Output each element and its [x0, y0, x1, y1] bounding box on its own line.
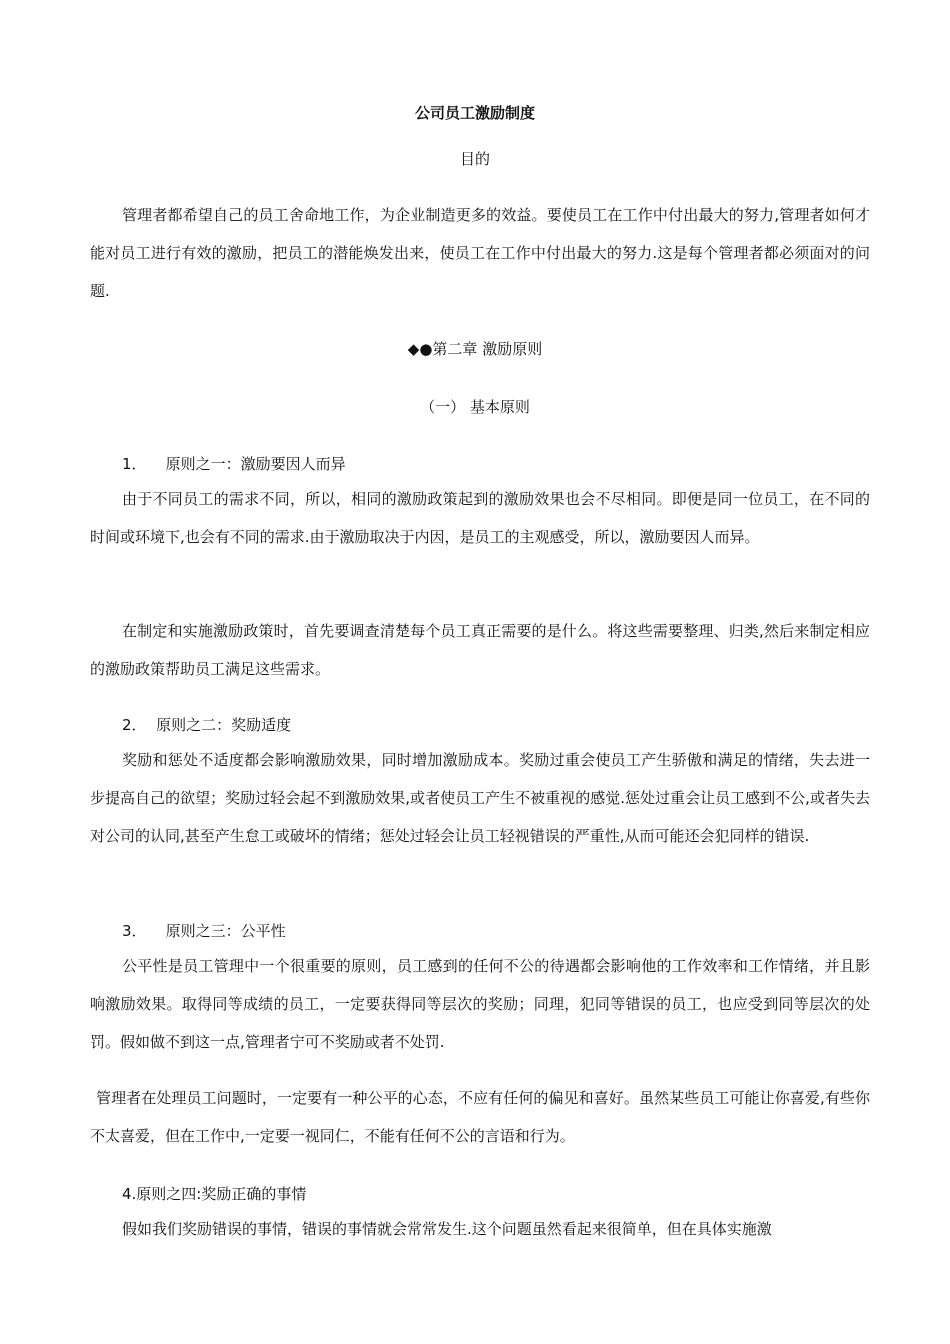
section-heading: （一） 基本原则 — [420, 398, 530, 416]
document-subtitle: 目的 — [459, 150, 490, 168]
principle-2-paragraph-1: 奖励和惩处不适度都会影响激励效果，同时增加激励成本。奖励过重会使员工产生骄傲和满足的情绪，失去进一步提高自己的欲望；奖励过轻会起不到激励效果,或者使员工产生不被重视的感觉.惩处过重会让员工感到不公,或者失去对公司的认同,甚至产生怠工或破坏的情绪；惩处过轻会让员工轻视错误的严重性,从而可能还会犯同样的错误. — [90, 751, 870, 845]
principle-1-paragraph-2: 在制定和实施激励政策时，首先要调查清楚每个员工真正需要的是什么。将这些需要整理、归类,然后来制定相应的激励政策帮助员工满足这些需求。 — [90, 622, 870, 678]
principle-2-heading: 2． 原则之二：奖励适度 — [122, 716, 292, 734]
principle-3-heading: 3． 原则之三：公平性 — [122, 922, 286, 940]
principle-4-heading: 4.原则之四:奖励正确的事情 — [122, 1185, 307, 1203]
principle-1-paragraph-1: 由于不同员工的需求不同，所以，相同的激励政策起到的激励效果也会不尽相同。即便是同一位员工，在不同的时间或环境下,也会有不同的需求.由于激励取决于内因，是员工的主观感受，所以，激励要因人而异。 — [90, 490, 870, 546]
document-title: 公司员工激励制度 — [414, 104, 535, 122]
principle-4-paragraph-1: 假如我们奖励错误的事情，错误的事情就会常常发生.这个问题虽然看起来很简单，但在具体实施激 — [122, 1220, 772, 1238]
chapter-heading: ◆●第二章 激励原则 — [407, 340, 543, 358]
principle-3-paragraph-2: 管理者在处理员工问题时，一定要有一种公平的心态，不应有任何的偏见和喜好。虽然某些员工可能让你喜爱,有些你不太喜爱，但在工作中,一定要一视同仁，不能有任何不公的言语和行为。 — [90, 1089, 870, 1145]
principle-3-paragraph-1: 公平性是员工管理中一个很重要的原则，员工感到的任何不公的待遇都会影响他的工作效率和工作情绪，并且影响激励效果。取得同等成绩的员工，一定要获得同等层次的奖励；同理，犯同等错误的员工，也应受到同等层次的处罚。假如做不到这一点,管理者宁可不奖励或者不处罚. — [90, 957, 870, 1051]
intro-paragraph: 管理者都希望自己的员工舍命地工作，为企业制造更多的效益。要使员工在工作中付出最大的努力,管理者如何才能对员工进行有效的激励，把员工的潜能焕发出来，使员工在工作中付出最大的努力.这是每个管理者都必须面对的问题. — [90, 206, 870, 300]
principle-1-heading: 1． 原则之一：激励要因人而异 — [122, 455, 346, 473]
